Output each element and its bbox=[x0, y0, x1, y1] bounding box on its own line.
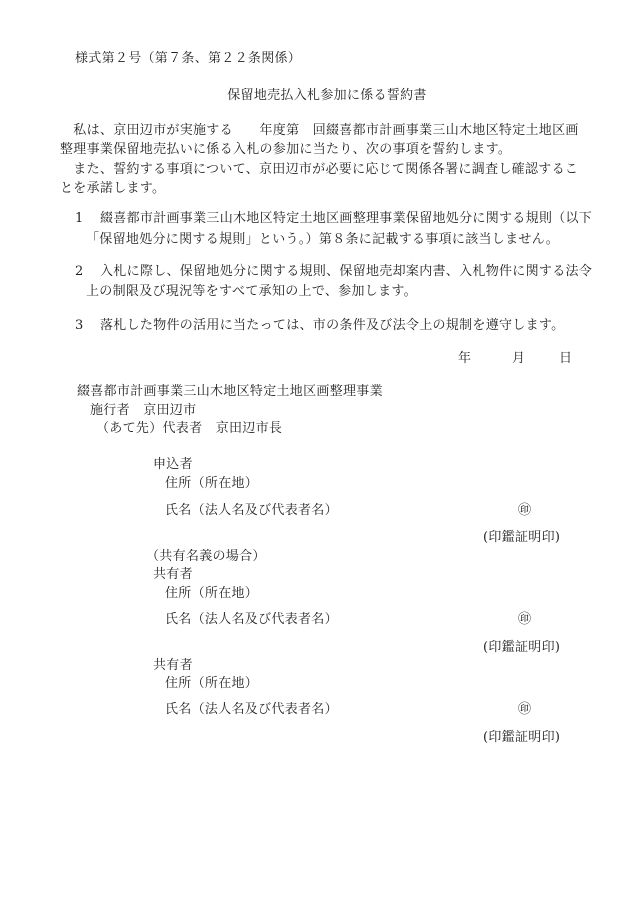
seal-mark-icon: ㊞ bbox=[518, 702, 532, 717]
form-number: 様式第２号（第７条、第２２条関係） bbox=[75, 51, 302, 66]
date-year-label: 年 bbox=[458, 351, 472, 366]
item-text: 入札に際し、保留地処分に関する規則、保留地売却案内書、入札物件に関する法令 bbox=[100, 264, 593, 279]
addressee-project: 綴喜都市計画事業三山木地区特定土地区画整理事業 bbox=[77, 384, 383, 399]
name-field-label: 氏名（法人名及び代表者名） bbox=[165, 702, 338, 717]
signer-role: 申込者 bbox=[153, 457, 193, 472]
paragraph-line: また、誓約する事項について、京田辺市が必要に応じて関係各署に調査し確認するこ bbox=[60, 162, 579, 177]
paragraph-line: 私は、京田辺市が実施する 年度第 回綴喜都市計画事業三山木地区特定土地区画 bbox=[60, 123, 579, 138]
signer-role: 共有者 bbox=[153, 567, 193, 582]
address-field-label: 住所（所在地） bbox=[165, 676, 259, 691]
seal-mark-icon: ㊞ bbox=[518, 612, 532, 627]
item-text: 落札した物件の活用に当たっては、市の条件及び法令上の規制を遵守します。 bbox=[100, 318, 565, 333]
date-month-label: 月 bbox=[512, 351, 526, 366]
name-field-label: 氏名（法人名及び代表者名） bbox=[165, 612, 338, 627]
address-field-label: 住所（所在地） bbox=[165, 586, 259, 601]
address-field-label: 住所（所在地） bbox=[165, 476, 259, 491]
seal-mark-icon: ㊞ bbox=[518, 503, 532, 518]
document-title: 保留地売払入札参加に係る誓約書 bbox=[227, 88, 427, 103]
item-number: 2 bbox=[75, 264, 84, 279]
seal-certificate-note: (印鑑証明印) bbox=[483, 730, 561, 745]
paragraph-line: 整理事業保留地売払いに係る入札の参加に当たり、次の事項を誓約します。 bbox=[60, 142, 512, 157]
co-owner-note: （共有名義の場合） bbox=[146, 549, 266, 564]
item-number: 1 bbox=[75, 211, 84, 226]
seal-certificate-note: (印鑑証明印) bbox=[483, 640, 561, 655]
addressee-executor: 施行者 京田辺市 bbox=[90, 403, 197, 418]
seal-certificate-note: (印鑑証明印) bbox=[483, 530, 561, 545]
name-field-label: 氏名（法人名及び代表者名） bbox=[165, 503, 338, 518]
item-text: 綴喜都市計画事業三山木地区特定土地区画整理事業保留地処分に関する規則（以下 bbox=[100, 211, 593, 226]
addressee-representative: （あて先）代表者 京田辺市長 bbox=[96, 421, 283, 436]
item-text: 「保留地処分に関する規則」という。）第８条に記載する事項に該当しません。 bbox=[86, 232, 560, 247]
signer-role: 共有者 bbox=[153, 658, 193, 673]
item-text: 上の制限及び現況等をすべて承知の上で、参加します。 bbox=[86, 284, 417, 299]
paragraph-line: とを承諾します。 bbox=[60, 181, 166, 196]
item-number: 3 bbox=[75, 318, 84, 333]
date-day-label: 日 bbox=[559, 351, 573, 366]
